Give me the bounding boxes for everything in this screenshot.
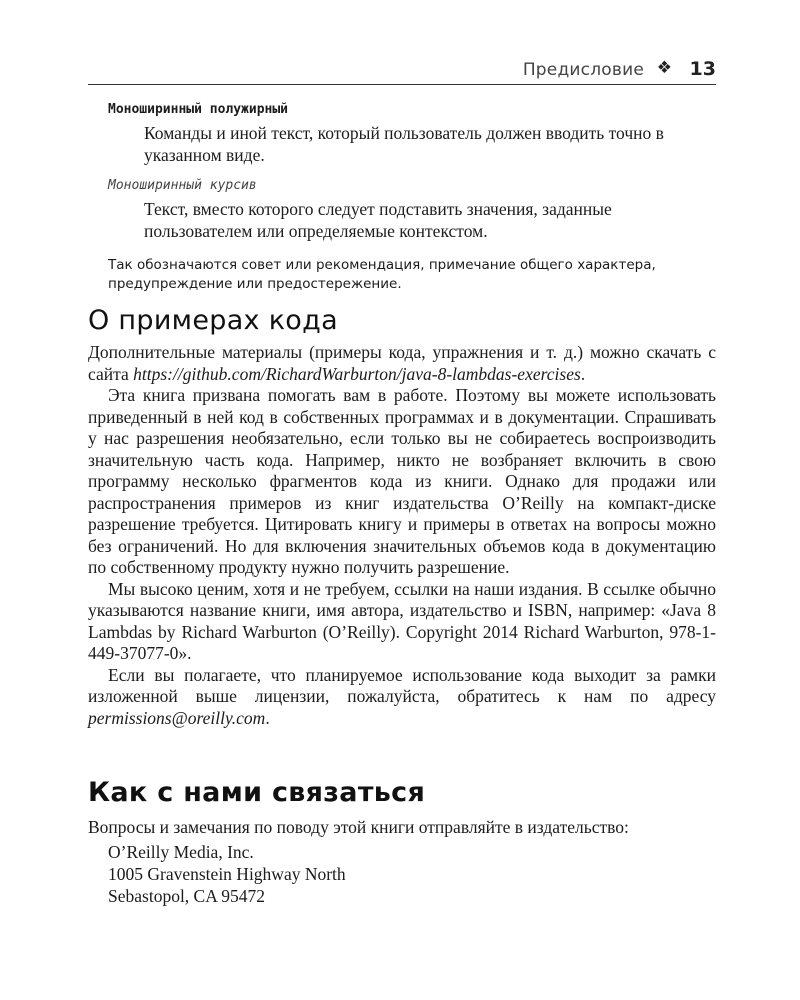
contact-intro: Вопросы и замечания по поводу этой книги отправляйте в издательство: xyxy=(88,817,629,837)
publisher-address xyxy=(108,841,716,907)
page-body xyxy=(88,100,716,906)
convention-desc-mono-bold: Команды и иной текст, который пользователь должен вводить точно в указанном виде. xyxy=(144,123,664,165)
running-title: Предисловие xyxy=(522,60,644,80)
address-line: O’Reilly Media, Inc. xyxy=(108,841,254,862)
exercises-url-link[interactable]: https://github.com/RichardWarburton/java-8-lambdas-exercises xyxy=(133,363,581,384)
section-heading-contact: Как с нами связаться xyxy=(88,777,426,808)
section-heading-code-examples: О примерах кода xyxy=(88,305,338,336)
examples-paragraph-permissions: Если вы полагаете, что планируемое использование кода выходит за рамки изложенной выше лицензии, пожалуйста, обратитесь к нам по адресу permissions@oreilly.com. xyxy=(88,664,716,728)
examples-paragraph-download: Дополнительные материалы (примеры кода, упражнения и т. д.) можно скачать с сайта https://github.com/RichardWarburton/java-8-lambdas-exercises. xyxy=(88,342,716,384)
convention-note: Так обозначаются совет или рекомендация, примечание общего характера, предупреждение или предостережение. xyxy=(108,257,656,292)
examples-paragraph-attribution: Мы высоко ценим, хотя и не требуем, ссылки на наши издания. В ссылке обычно указываются название книги, имя автора, издательство и ISBN, например: «Java 8 Lambdas by Richard Warburton (O’Reilly). Copyright 2014 Richard Warburton, 978-1-449-37077-0». xyxy=(88,578,716,663)
contact-section xyxy=(88,817,716,907)
page-header xyxy=(88,58,716,85)
page-number: 13 xyxy=(689,58,716,80)
address-line: 1005 Gravenstein Highway North xyxy=(108,863,346,884)
address-line: Sebastopol, CA 95472 xyxy=(108,885,266,906)
convention-term-mono-bold: Моноширинный полужирный xyxy=(108,102,289,117)
fleuron-ornament-icon: ❖ xyxy=(656,58,672,78)
examples-paragraph-usage: Эта книга призвана помогать вам в работе. Поэтому вы можете использовать приведенный в ней код в собственных программах и в документации. Спрашивать у нас разрешения необязательно, если только вы не собираетесь воспроизводить значительную часть кода. Например, никто не возбраняет включить в свою программу несколько фрагментов кода из книги. Однако для продажи или распространения примеров из книг издательства O’Reilly на компакт-диске разрешение требуется. Цитировать книгу и примеры в ответах на вопросы можно без ограничений. Но для включения значительных объемов кода в документацию по собственному продукту нужно получить разрешение. xyxy=(88,385,716,577)
code-examples-section xyxy=(88,342,716,729)
permissions-email-link[interactable]: permissions@oreilly.com xyxy=(88,707,266,728)
convention-term-mono-italic: Моноширинный курсив xyxy=(108,178,257,193)
typographic-conventions xyxy=(88,100,716,294)
convention-desc-mono-italic: Текст, вместо которого следует подставить значения, заданные пользователем или определяемые контекстом. xyxy=(144,199,612,241)
